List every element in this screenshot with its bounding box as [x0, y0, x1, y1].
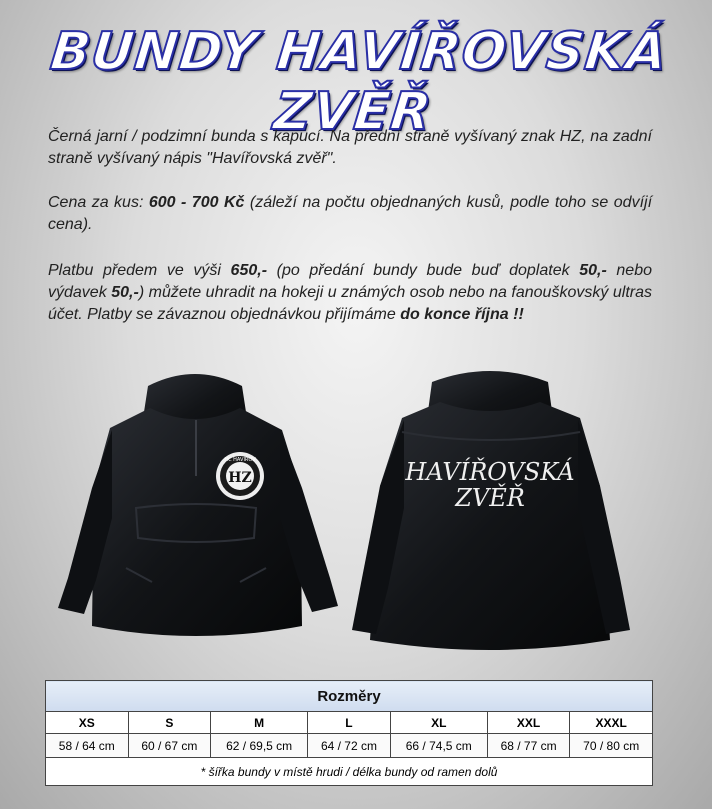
size-header: L [308, 712, 391, 734]
payment-refund: 50,- [111, 284, 139, 301]
back-text-line2: ZVĚŘ [455, 484, 525, 512]
price-suffix: (záleží na počtu objednaných kusů, podle toho se odvíjí cena). [48, 194, 653, 233]
jacket-images [40, 368, 672, 670]
hz-logo-text: HZ [228, 470, 252, 486]
size-table-note: * šířka bundy v místě hrudi / délka bundy od ramen dolů [46, 758, 653, 786]
description-text: Černá jarní / podzimní bunda s kapucí. Na přední straně vyšívaný znak HZ, na zadní straně vyšívaný nápis "Havířovská zvěř". [48, 128, 652, 167]
payment-deposit: 650,- [230, 262, 268, 279]
size-header: XXXL [570, 712, 653, 734]
payment-text-3: nebo výdavek [48, 262, 652, 301]
jacket-back [352, 371, 630, 650]
size-value: 60 / 67 cm [128, 734, 211, 758]
hz-logo-ring-text: HC HAVÍŘOV [224, 457, 256, 463]
payment-surcharge: 50,- [579, 262, 607, 279]
payment-paragraph [48, 260, 652, 326]
size-table [45, 680, 653, 786]
back-text-line1: HAVÍŘOVSKÁ [405, 458, 575, 486]
size-header: M [211, 712, 308, 734]
payment-text-1: Platbu předem ve výši [48, 262, 231, 279]
price-prefix: Cena za kus: [48, 194, 149, 211]
jacket-front [58, 374, 338, 636]
size-header: XL [390, 712, 487, 734]
size-value: 70 / 80 cm [570, 734, 653, 758]
size-value-row [46, 734, 653, 758]
size-header: S [128, 712, 211, 734]
description-paragraph [48, 126, 652, 170]
payment-text-2: (po předání bundy bude buď doplatek [267, 262, 580, 279]
size-value: 62 / 69,5 cm [211, 734, 308, 758]
payment-deadline: do konce října !! [400, 306, 524, 323]
size-value: 64 / 72 cm [308, 734, 391, 758]
page-title: BUNDY HAVÍŘOVSKÁ ZVĚŘ [47, 22, 671, 142]
size-header: XXL [487, 712, 570, 734]
size-value: 66 / 74,5 cm [390, 734, 487, 758]
payment-text-4: ) můžete uhradit na hokeji u známých osob nebo na fanouškovský ultras účet. Platby se závaznou objednávkou přijímáme [48, 284, 653, 323]
size-value: 58 / 64 cm [46, 734, 129, 758]
size-header-row [46, 712, 653, 734]
size-value: 68 / 77 cm [487, 734, 570, 758]
hz-logo [216, 452, 264, 500]
size-header: XS [46, 712, 129, 734]
price-paragraph [48, 192, 652, 236]
size-table-caption: Rozměry [46, 681, 653, 712]
jacket-illustration [40, 368, 672, 670]
price-value: 600 - 700 Kč [148, 194, 245, 211]
